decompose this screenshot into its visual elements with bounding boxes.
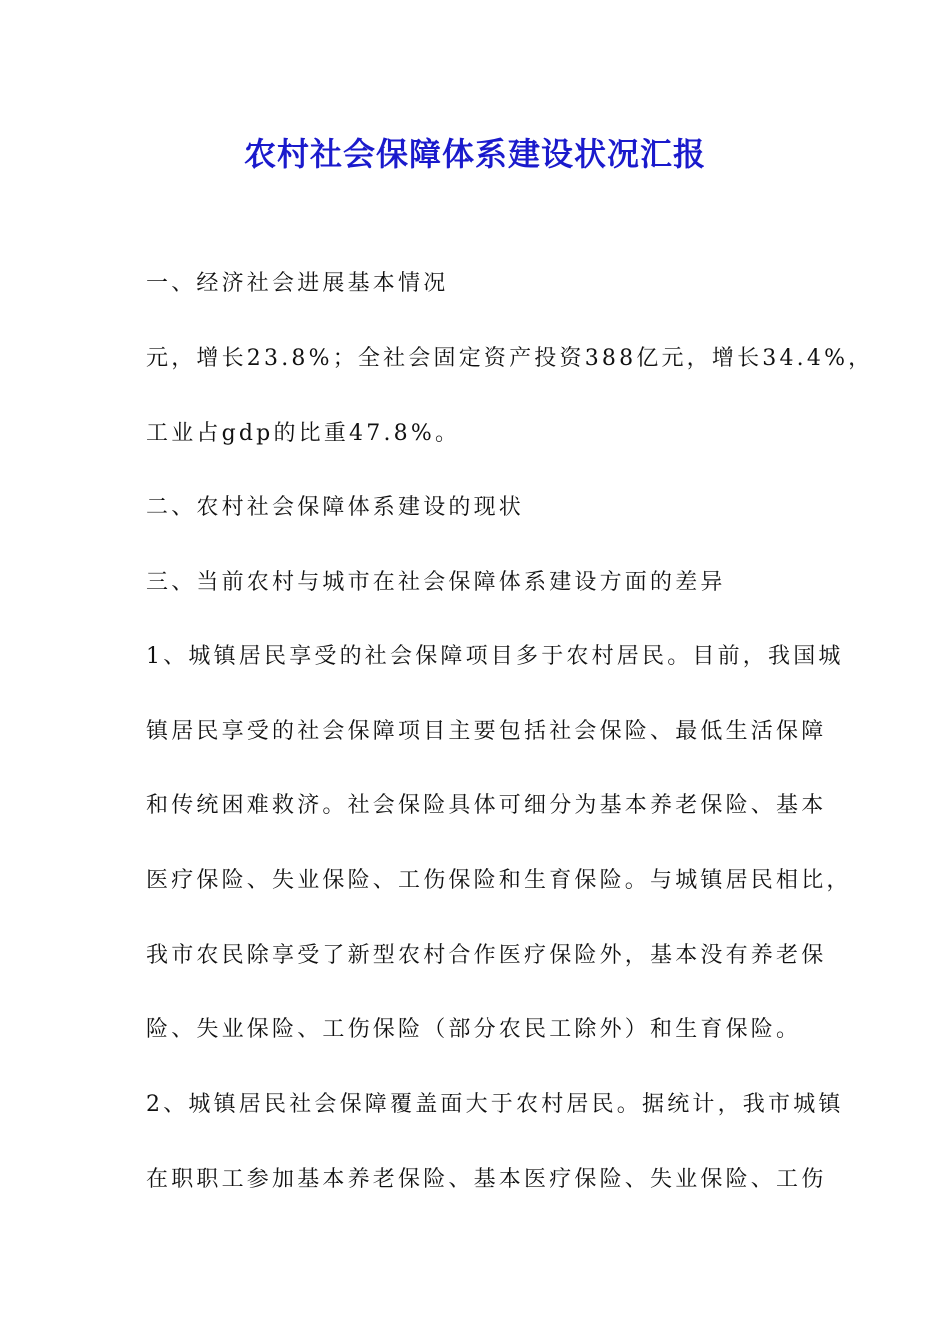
body-line: 工业占gdp的比重47.8%。 <box>146 421 461 446</box>
body-line: 镇居民享受的社会保障项目主要包括社会保险、最低生活保障 <box>146 719 827 744</box>
body-line: 和传统困难救济。社会保险具体可细分为基本养老保险、基本 <box>146 793 827 818</box>
body-line: 1、城镇居民享受的社会保障项目多于农村居民。目前，我国城 <box>146 644 844 669</box>
section-heading-3: 三、当前农村与城市在社会保障体系建设方面的差异 <box>146 570 726 595</box>
body-line: 在职职工参加基本养老保险、基本医疗保险、失业保险、工伤 <box>146 1167 827 1192</box>
body-line: 医疗保险、失业保险、工伤保险和生育保险。与城镇居民相比， <box>146 868 852 893</box>
section-heading-1: 一、经济社会进展基本情况 <box>146 271 449 296</box>
body-line: 我市农民除享受了新型农村合作医疗保险外，基本没有养老保 <box>146 943 827 968</box>
body-line: 2、城镇居民社会保障覆盖面大于农村居民。据统计，我市城镇 <box>146 1092 844 1117</box>
document-title: 农村社会保障体系建设状况汇报 <box>243 135 706 173</box>
section-heading-2: 二、农村社会保障体系建设的现状 <box>146 495 525 520</box>
body-line: 元，增长23.8%；全社会固定资产投资388亿元，增长34.4%， <box>146 346 874 371</box>
body-line: 险、失业保险、工伤保险（部分农民工除外）和生育保险。 <box>146 1017 802 1042</box>
